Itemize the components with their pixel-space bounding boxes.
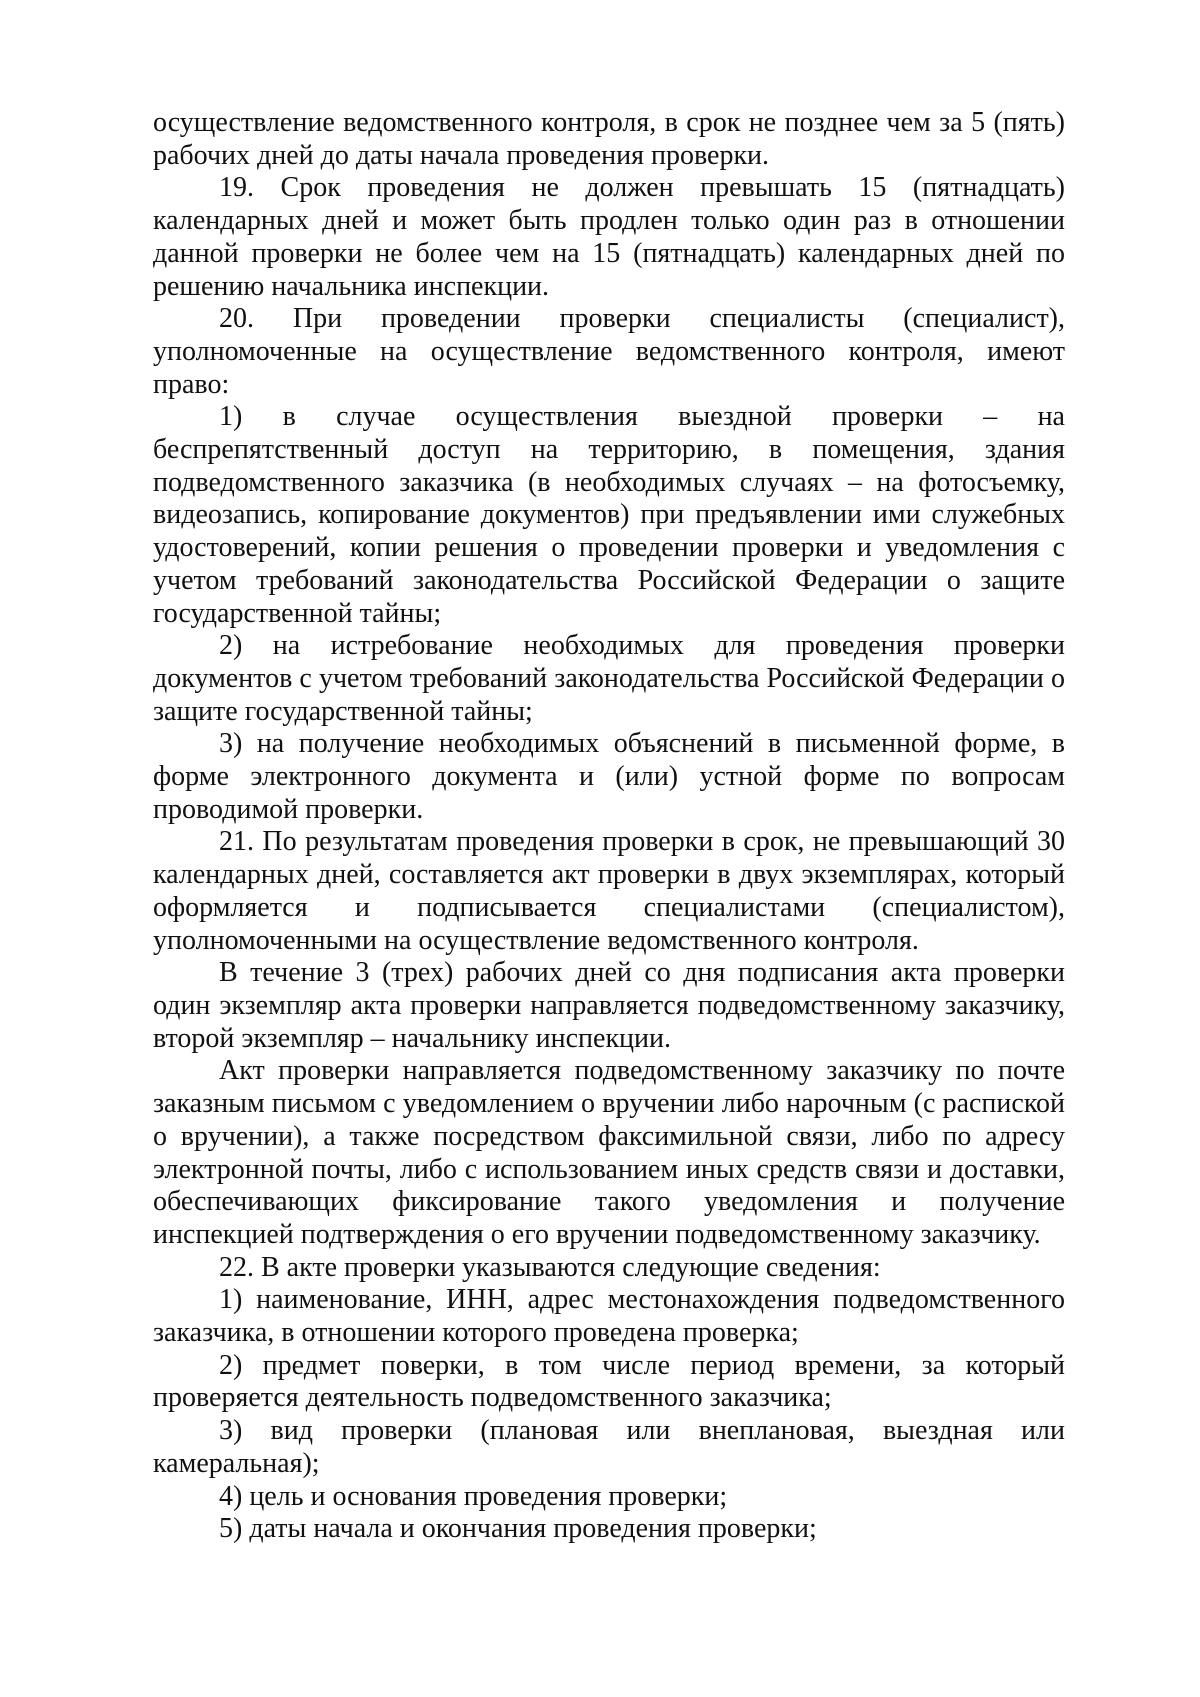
paragraph-22-item-2: 2) предмет поверки, в том числе период времени, за который проверяется деятельность подведомственного заказчика; [153, 1349, 1065, 1414]
paragraph-22-item-5: 5) даты начала и окончания проведения проверки; [219, 1513, 817, 1545]
paragraph-22-item-3: 3) вид проверки (плановая или внеплановая, выездная или камеральная); [153, 1415, 1065, 1479]
paragraph-22-item-1: 1) наименование, ИНН, адрес местонахождения подведомственного заказчика, в отношении которого проведена проверка; [153, 1284, 1065, 1349]
paragraph-22-item-4: 4) цель и основания проведения проверки; [219, 1480, 728, 1512]
paragraph-20: 20. При проведении проверки специалисты (специалист), уполномоченные на осуществление ведомственного контроля, имеют право: [153, 303, 1065, 400]
paragraph-20-item-2: 2) на истребование необходимых для проведения проверки документов с учетом требований законодательства Российской Федерации о защите государственной тайны; [153, 630, 1065, 727]
paragraph-19: 19. Срок проведения не должен превышать 15 (пятнадцать) календарных дней и может быть продлен только один раз в отношении данной проверки не более чем на 15 (пятнадцать) календарных дней по решению начальника инспекции. [153, 172, 1065, 302]
paragraph-21-copies: В течение 3 (трех) рабочих дней со дня подписания акта проверки один экземпляр акта проверки направляется подведомственному заказчику, второй экземпляр – начальнику инспекции. [153, 957, 1065, 1054]
document-body [153, 107, 1065, 1546]
paragraph-21: 21. По результатам проведения проверки в срок, не превышающий 30 календарных дней, составляется акт проверки в двух экземплярах, который оформляется и подписывается специалистами (специалистом), уполномоченными на осуществление ведомственного контроля. [153, 826, 1065, 956]
paragraph-21-delivery: Акт проверки направляется подведомственному заказчику по почте заказным письмом с уведомлением о вручении либо нарочным (с распиской о вручении), а также посредством факсимильной связи, либо по адресу электронной почты, либо с использованием иных средств связи и доставки, обеспечивающих фиксирование такого уведомления и получение инспекцией подтверждения о его вручении подведомственному заказчику. [153, 1055, 1065, 1250]
paragraph-20-item-1: 1) в случае осуществления выездной проверки – на беспрепятственный доступ на территорию, в помещения, здания подведомственного заказчика (в необходимых случаях – на фотосъемку, видеозапись, копирование документов) при предъявлении ими служебных удостоверений, копии решения о проведении проверки и уведомления с учетом требований законодательства Российской Федерации о защите государственной тайны; [153, 401, 1065, 629]
paragraph-20-item-3: 3) на получение необходимых объяснений в письменной форме, в форме электронного документа и (или) устной форме по вопросам проводимой проверки. [153, 728, 1065, 825]
paragraph-22: 22. В акте проверки указываются следующие сведения: [219, 1251, 881, 1283]
paragraph-continuation: осуществление ведомственного контроля, в срок не позднее чем за 5 (пять) рабочих дней до даты начала проведения проверки. [153, 107, 1065, 171]
